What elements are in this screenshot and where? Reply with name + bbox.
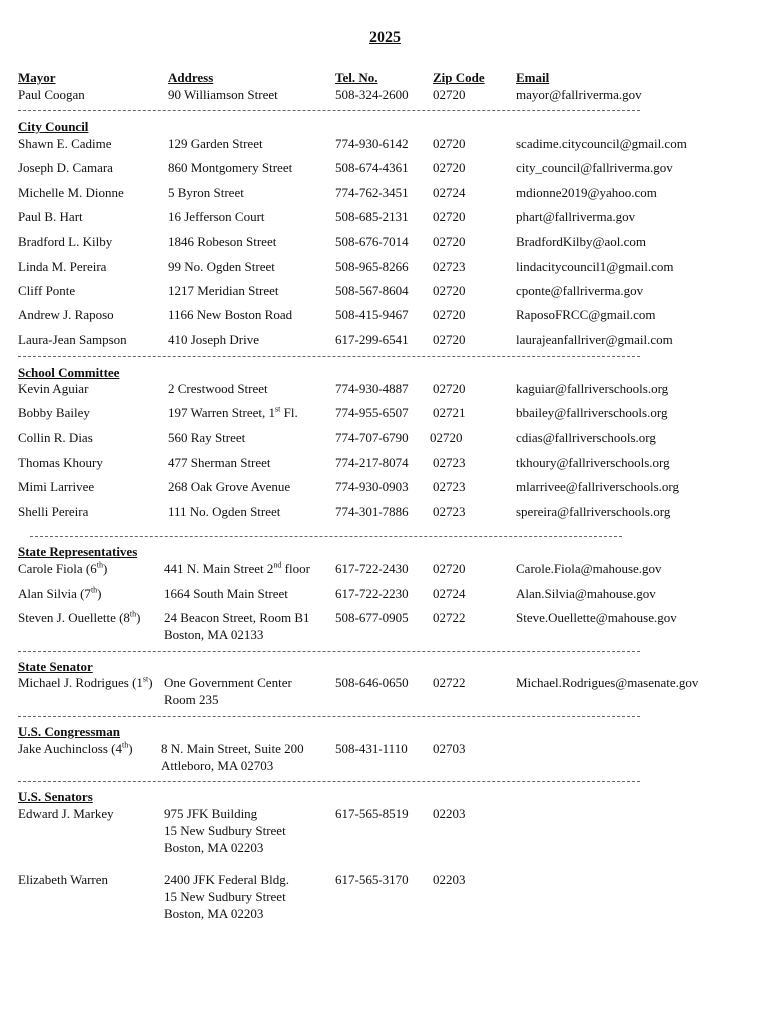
member-tel: 774-707-6790 — [335, 430, 409, 445]
column-headers — [0, 69, 770, 87]
member-name: Linda M. Pereira — [18, 259, 107, 274]
mayor-zip: 02720 — [433, 87, 466, 102]
member-email: mlarrivee@fallriverschools.org — [516, 479, 679, 494]
name-text: Carole Fiola (6 — [18, 561, 97, 576]
member-email: kaguiar@fallriverschools.org — [516, 381, 669, 396]
member-email: BradfordKilby@aol.com — [516, 234, 647, 249]
ordinal-suffix: th — [90, 585, 98, 595]
member-address-line2: Attleboro, MA 02703 — [161, 758, 274, 773]
member-zip: 02721 — [433, 405, 466, 420]
member-address: 1664 South Main Street — [164, 586, 288, 601]
list-item — [0, 871, 770, 889]
member-address: 24 Beacon Street, Room B1 — [164, 610, 310, 625]
member-name: Andrew J. Raposo — [18, 307, 114, 322]
divider — [30, 536, 622, 537]
list-item-continued — [0, 691, 770, 709]
list-item — [0, 233, 770, 251]
name-tail: ) — [128, 741, 133, 756]
list-item — [0, 429, 770, 447]
list-item — [0, 560, 770, 578]
divider — [18, 781, 640, 782]
member-zip: 02720 — [433, 160, 466, 175]
member-email: Steve.Ouellette@mahouse.gov — [516, 610, 677, 625]
member-email: cponte@fallriverma.gov — [516, 283, 644, 298]
member-address-line2: Room 235 — [164, 692, 219, 707]
member-address: 2 Crestwood Street — [168, 381, 268, 396]
ordinal-suffix: th — [129, 609, 137, 619]
member-name: Bobby Bailey — [18, 405, 90, 420]
list-item-continued — [0, 626, 770, 644]
list-item — [0, 674, 770, 692]
list-item-continued — [0, 905, 770, 923]
member-address-line3: Boston, MA 02203 — [164, 840, 264, 855]
address-text: 441 N. Main Street 2 — [164, 561, 274, 576]
member-tel: 508-677-0905 — [335, 610, 409, 625]
member-name: Joseph D. Camara — [18, 160, 113, 175]
member-address: 1217 Meridian Street — [168, 283, 279, 298]
member-zip: 02720 — [433, 561, 466, 576]
list-item — [0, 609, 770, 627]
header-zip: Zip Code — [433, 70, 485, 85]
member-tel: 508-431-1110 — [335, 741, 408, 756]
member-email: cdias@fallriverschools.org — [516, 430, 656, 445]
name-tail: ) — [102, 561, 108, 576]
member-email: spereira@fallriverschools.org — [516, 504, 671, 519]
header-email: Email — [516, 70, 550, 85]
member-zip: 02723 — [433, 455, 466, 470]
list-item-continued — [0, 888, 770, 906]
member-tel: 774-930-0903 — [335, 479, 409, 494]
ordinal-suffix: st — [142, 674, 149, 684]
mayor-tel: 508-324-2600 — [335, 87, 409, 102]
member-tel: 617-565-8519 — [335, 806, 409, 821]
member-tel: 508-965-8266 — [335, 259, 409, 274]
member-name — [18, 674, 153, 692]
city-council-heading: City Council — [18, 119, 89, 134]
name-text: Michael J. Rodrigues (1 — [18, 675, 143, 690]
member-name — [18, 740, 133, 758]
name-tail: ) — [97, 586, 102, 601]
member-address: 1846 Robeson Street — [168, 234, 277, 249]
member-zip: 02203 — [433, 806, 466, 821]
list-item — [0, 184, 770, 202]
member-name: Mimi Larrivee — [18, 479, 95, 494]
list-item — [0, 585, 770, 603]
member-zip: 02723 — [433, 259, 466, 274]
list-item-continued — [0, 757, 770, 775]
member-zip: 02724 — [433, 185, 466, 200]
list-item — [0, 454, 770, 472]
member-tel: 508-646-0650 — [335, 675, 409, 690]
member-address: One Government Center — [164, 675, 292, 690]
member-email: scadime.citycouncil@gmail.com — [516, 136, 687, 151]
member-address: 2400 JFK Federal Bldg. — [164, 872, 289, 887]
member-zip: 02720 — [433, 381, 466, 396]
member-address: 860 Montgomery Street — [168, 160, 293, 175]
member-address-line2: Boston, MA 02133 — [164, 627, 264, 642]
list-item — [0, 159, 770, 177]
member-address: 8 N. Main Street, Suite 200 — [161, 741, 304, 756]
member-tel: 508-685-2131 — [335, 209, 409, 224]
list-item — [0, 740, 770, 758]
mayor-row — [0, 86, 770, 104]
member-address-line3: Boston, MA 02203 — [164, 906, 264, 921]
list-item — [0, 282, 770, 300]
member-tel: 508-567-8604 — [335, 283, 409, 298]
member-tel: 774-930-6142 — [335, 136, 409, 151]
header-tel: Tel. No. — [335, 70, 378, 85]
list-item — [0, 208, 770, 226]
member-zip: 02720 — [433, 332, 466, 347]
member-address: 410 Joseph Drive — [168, 332, 259, 347]
ordinal-suffix: th — [96, 560, 103, 570]
member-name: Paul B. Hart — [18, 209, 83, 224]
mayor-address: 90 Williamson Street — [168, 87, 278, 102]
member-name: Kevin Aguiar — [18, 381, 89, 396]
member-email: phart@fallriverma.gov — [516, 209, 636, 224]
member-zip: 02203 — [433, 872, 466, 887]
member-email: Michael.Rodrigues@masenate.gov — [516, 675, 699, 690]
member-tel: 617-565-3170 — [335, 872, 409, 887]
member-email: bbailey@fallriverschools.org — [516, 405, 668, 420]
state-representatives-heading: State Representatives — [18, 544, 138, 559]
mayor-email: mayor@fallriverma.gov — [516, 87, 642, 102]
member-tel: 617-722-2230 — [335, 586, 409, 601]
list-item — [0, 404, 770, 422]
divider — [18, 356, 640, 357]
list-item — [0, 306, 770, 324]
list-item — [0, 478, 770, 496]
state-senator-heading: State Senator — [18, 659, 93, 674]
member-zip: 02720 — [433, 234, 466, 249]
member-tel: 617-722-2430 — [335, 561, 409, 576]
member-zip: 02720 — [433, 209, 466, 224]
list-item — [0, 331, 770, 349]
list-item — [0, 805, 770, 823]
member-zip: 02720 — [433, 307, 466, 322]
list-item — [0, 135, 770, 153]
mayor-name: Paul Coogan — [18, 87, 85, 102]
name-tail: ) — [136, 610, 141, 625]
member-email: Alan.Silvia@mahouse.gov — [516, 586, 656, 601]
member-tel: 508-415-9467 — [335, 307, 409, 322]
address-text: 197 Warren Street, 1 — [168, 405, 276, 420]
member-name: Michelle M. Dionne — [18, 185, 124, 200]
member-tel: 774-955-6507 — [335, 405, 409, 420]
list-item-continued — [0, 822, 770, 840]
divider — [18, 716, 640, 717]
member-address: 111 No. Ogden Street — [168, 504, 281, 519]
member-address: 560 Ray Street — [168, 430, 246, 445]
header-address: Address — [168, 70, 214, 85]
member-name: Shelli Pereira — [18, 504, 89, 519]
senators-heading: U.S. Senators — [18, 789, 93, 804]
ordinal-suffix: nd — [273, 560, 282, 570]
member-zip: 02720 — [433, 136, 466, 151]
member-name: Laura-Jean Sampson — [18, 332, 127, 347]
member-email: lindacitycouncil1@gmail.com — [516, 259, 674, 274]
member-address: 975 JFK Building — [164, 806, 258, 821]
member-tel: 617-299-6541 — [335, 332, 409, 347]
member-address — [168, 404, 298, 422]
member-name: Elizabeth Warren — [18, 872, 109, 887]
member-zip: 02723 — [433, 504, 466, 519]
member-name — [18, 609, 141, 627]
member-zip: 02724 — [433, 586, 466, 601]
address-tail: Fl. — [280, 405, 298, 420]
member-email: mdionne2019@yahoo.com — [516, 185, 657, 200]
member-zip: 02703 — [433, 741, 466, 756]
name-text: Jake Auchincloss (4 — [18, 741, 122, 756]
member-tel: 774-930-4887 — [335, 381, 409, 396]
member-address: 129 Garden Street — [168, 136, 263, 151]
member-zip: 02722 — [433, 610, 466, 625]
member-address-line2: 15 New Sudbury Street — [164, 889, 286, 904]
member-name: Thomas Khoury — [18, 455, 103, 470]
member-address: 16 Jefferson Court — [168, 209, 265, 224]
page-title: 2025 — [369, 29, 401, 46]
member-name: Bradford L. Kilby — [18, 234, 113, 249]
name-text: Alan Silvia (7 — [18, 586, 91, 601]
list-item — [0, 503, 770, 521]
divider — [18, 651, 640, 652]
member-name: Edward J. Markey — [18, 806, 114, 821]
member-address: 477 Sherman Street — [168, 455, 271, 470]
member-address: 1166 New Boston Road — [168, 307, 293, 322]
member-address: 268 Oak Grove Avenue — [168, 479, 291, 494]
congressman-heading: U.S. Congressman — [18, 724, 120, 739]
member-zip: 02720 — [430, 430, 463, 445]
member-tel: 508-676-7014 — [335, 234, 409, 249]
member-zip: 02722 — [433, 675, 466, 690]
member-email: laurajeanfallriver@gmail.com — [516, 332, 673, 347]
member-name: Cliff Ponte — [18, 283, 76, 298]
list-item-continued — [0, 839, 770, 857]
member-email: RaposoFRCC@gmail.com — [516, 307, 656, 322]
member-address: 5 Byron Street — [168, 185, 244, 200]
list-item — [0, 380, 770, 398]
school-committee-heading: School Committee — [18, 365, 120, 380]
member-address — [164, 560, 310, 578]
name-tail: ) — [148, 675, 153, 690]
member-address-line2: 15 New Sudbury Street — [164, 823, 286, 838]
member-email: Carole.Fiola@mahouse.gov — [516, 561, 662, 576]
member-tel: 508-674-4361 — [335, 160, 409, 175]
member-zip: 02723 — [433, 479, 466, 494]
member-name — [18, 585, 102, 603]
member-name: Collin R. Dias — [18, 430, 93, 445]
name-text: Steven J. Ouellette (8 — [18, 610, 130, 625]
member-tel: 774-762-3451 — [335, 185, 409, 200]
member-tel: 774-301-7886 — [335, 504, 409, 519]
list-item — [0, 258, 770, 276]
divider — [18, 110, 640, 111]
header-mayor: Mayor — [18, 70, 56, 85]
address-tail: floor — [281, 561, 310, 576]
member-email: city_council@fallriverma.gov — [516, 160, 673, 175]
member-email: tkhoury@fallriverschools.org — [516, 455, 670, 470]
ordinal-suffix: th — [121, 740, 129, 750]
member-zip: 02720 — [433, 283, 466, 298]
member-tel: 774-217-8074 — [335, 455, 409, 470]
member-address: 99 No. Ogden Street — [168, 259, 275, 274]
member-name: Shawn E. Cadime — [18, 136, 112, 151]
member-name — [18, 560, 107, 578]
ordinal-suffix: st — [275, 404, 281, 414]
